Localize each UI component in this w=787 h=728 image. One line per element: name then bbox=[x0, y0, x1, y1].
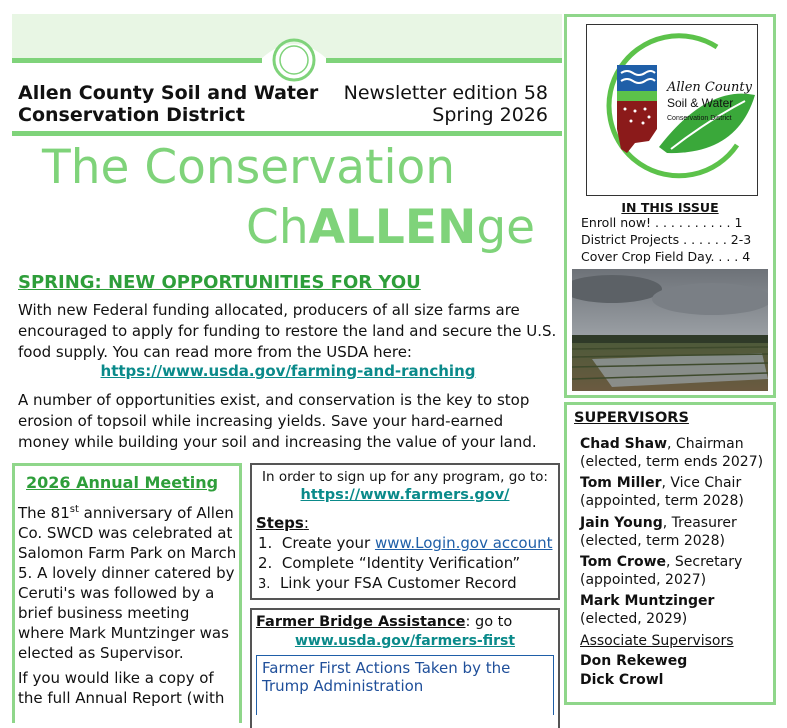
supervisor-name: Mark Muntzinger bbox=[580, 593, 715, 609]
steps-label: Steps bbox=[256, 514, 304, 532]
issue-item[interactable]: Cover Crop Field Day. . . . 4 bbox=[581, 249, 751, 264]
annual-meeting-paragraph-2: If you would like a copy of the full Annual Report (with bbox=[18, 669, 225, 707]
annual-meeting-paragraph-1 bbox=[18, 500, 240, 663]
district-logo-frame bbox=[586, 24, 758, 196]
edition-season: Spring 2026 bbox=[432, 104, 548, 126]
supervisor-term: (elected, term 2028) bbox=[580, 533, 725, 549]
farmers-gov-link[interactable]: https://www.farmers.gov/ bbox=[300, 487, 510, 503]
supervisors-heading: SUPERVISORS bbox=[574, 410, 689, 426]
step-3-text: Link your FSA Customer Record bbox=[279, 574, 517, 592]
supervisor-name: Jain Young bbox=[580, 515, 663, 531]
supervisor-role: , Vice Chair bbox=[661, 475, 742, 491]
step-3-number: 3. bbox=[258, 577, 271, 592]
supervisor-role: , Secretary bbox=[666, 554, 743, 570]
article-headline: SPRING: NEW OPPORTUNITIES FOR YOU bbox=[18, 272, 421, 293]
header-circle-badge-icon bbox=[262, 36, 326, 82]
logo-text-line3: Conservation District bbox=[667, 115, 732, 122]
org-name-line2: Conservation District bbox=[18, 104, 245, 126]
steps-heading bbox=[256, 514, 309, 532]
supervisor-name: Tom Crowe bbox=[580, 554, 666, 570]
associate-supervisor: Don Rekeweg bbox=[580, 653, 688, 669]
login-gov-link[interactable]: www.Login.gov account bbox=[374, 534, 553, 552]
associate-supervisor: Dick Crowl bbox=[580, 672, 664, 688]
org-name-line1: Allen County Soil and Water bbox=[18, 82, 319, 104]
article-paragraph-1: With new Federal funding allocated, producers of all size farms are encouraged to apply for funding to restore the land and secure the U.S. food supply. You can read more from the USDA here: bbox=[18, 301, 557, 361]
supervisor-term: (elected, term ends 2027) bbox=[580, 454, 764, 470]
title-part-ch: Ch bbox=[246, 200, 309, 255]
farmers-first-link-wrap bbox=[250, 633, 560, 649]
supervisor-term: (elected, 2029) bbox=[580, 611, 688, 627]
newsletter-title-line2 bbox=[246, 200, 535, 255]
issue-item[interactable]: Enroll now! . . . . . . . . . . 1 bbox=[581, 215, 743, 230]
farmer-bridge-heading bbox=[256, 614, 512, 630]
supervisor-entry bbox=[580, 474, 770, 510]
signup-intro: In order to sign up for any program, go to: bbox=[262, 469, 548, 485]
step-1-text: 1. Create your bbox=[258, 534, 375, 552]
supervisor-role: , Chairman bbox=[667, 436, 744, 452]
annual-meeting-title: 2026 Annual Meeting bbox=[26, 473, 219, 492]
newsletter-title-line1: The Conservation bbox=[42, 140, 456, 195]
supervisor-name: Chad Shaw bbox=[580, 436, 668, 452]
step-1 bbox=[258, 534, 553, 552]
supervisor-entry bbox=[580, 592, 770, 628]
usda-farming-link[interactable]: https://www.usda.gov/farming-and-ranching bbox=[100, 362, 476, 380]
farmer-bridge-suffix: : go to bbox=[465, 614, 513, 630]
am-p1-rest: anniversary of Allen Co. SWCD was celebrated at Salomon Farm Park on March 5. A lovely dinner catered by Ceruti's was followed by a brief business meeting where Mark Muntzinger was elected as Supervisor. bbox=[18, 504, 237, 662]
edition-number: Newsletter edition 58 bbox=[343, 82, 548, 104]
annual-meeting-text bbox=[18, 500, 240, 713]
logo-text-line1: Allen County bbox=[667, 80, 752, 95]
field-photo bbox=[572, 269, 768, 391]
org-name bbox=[18, 82, 338, 126]
supervisor-term: (appointed, term 2028) bbox=[580, 493, 744, 509]
am-p1-start: The 81 bbox=[18, 504, 70, 522]
step-3 bbox=[258, 574, 517, 592]
in-this-issue-heading: IN THIS ISSUE bbox=[621, 200, 719, 215]
usda-farming-link-wrap bbox=[18, 362, 558, 380]
farmer-bridge-label: Farmer Bridge Assistance bbox=[256, 614, 466, 630]
steps-colon: : bbox=[303, 514, 309, 532]
title-part-allen: ALLEN bbox=[308, 200, 477, 255]
am-p1-sup: st bbox=[69, 504, 79, 515]
farmers-first-link[interactable]: www.usda.gov/farmers-first bbox=[294, 633, 516, 649]
district-logo-icon bbox=[587, 25, 757, 195]
supervisor-name: Tom Miller bbox=[580, 475, 662, 491]
header-rule-bottom bbox=[12, 131, 562, 136]
associate-supervisors-heading: Associate Supervisors bbox=[580, 633, 734, 649]
article-paragraph-2: A number of opportunities exist, and conservation is the key to stop erosion of topsoil while increasing yields. Save your hard-earned money while building your soil and increasing the value of your land. bbox=[18, 391, 537, 451]
title-part-ge: ge bbox=[476, 200, 536, 255]
supervisor-entry bbox=[580, 514, 770, 550]
supervisor-term: (appointed, 2027) bbox=[580, 572, 707, 588]
supervisor-entry bbox=[580, 553, 770, 589]
supervisor-role: , Treasurer bbox=[662, 515, 737, 531]
supervisor-entry bbox=[580, 435, 770, 471]
farmer-first-card-title[interactable]: Farmer First Actions Taken by the Trump Administration bbox=[262, 659, 511, 695]
issue-item[interactable]: District Projects . . . . . . 2-3 bbox=[581, 232, 752, 247]
edition-info bbox=[340, 82, 548, 126]
farmers-gov-link-wrap bbox=[250, 487, 560, 503]
logo-text-line2: Soil & Water bbox=[667, 96, 734, 110]
step-2: 2. Complete “Identity Verification” bbox=[258, 554, 521, 572]
